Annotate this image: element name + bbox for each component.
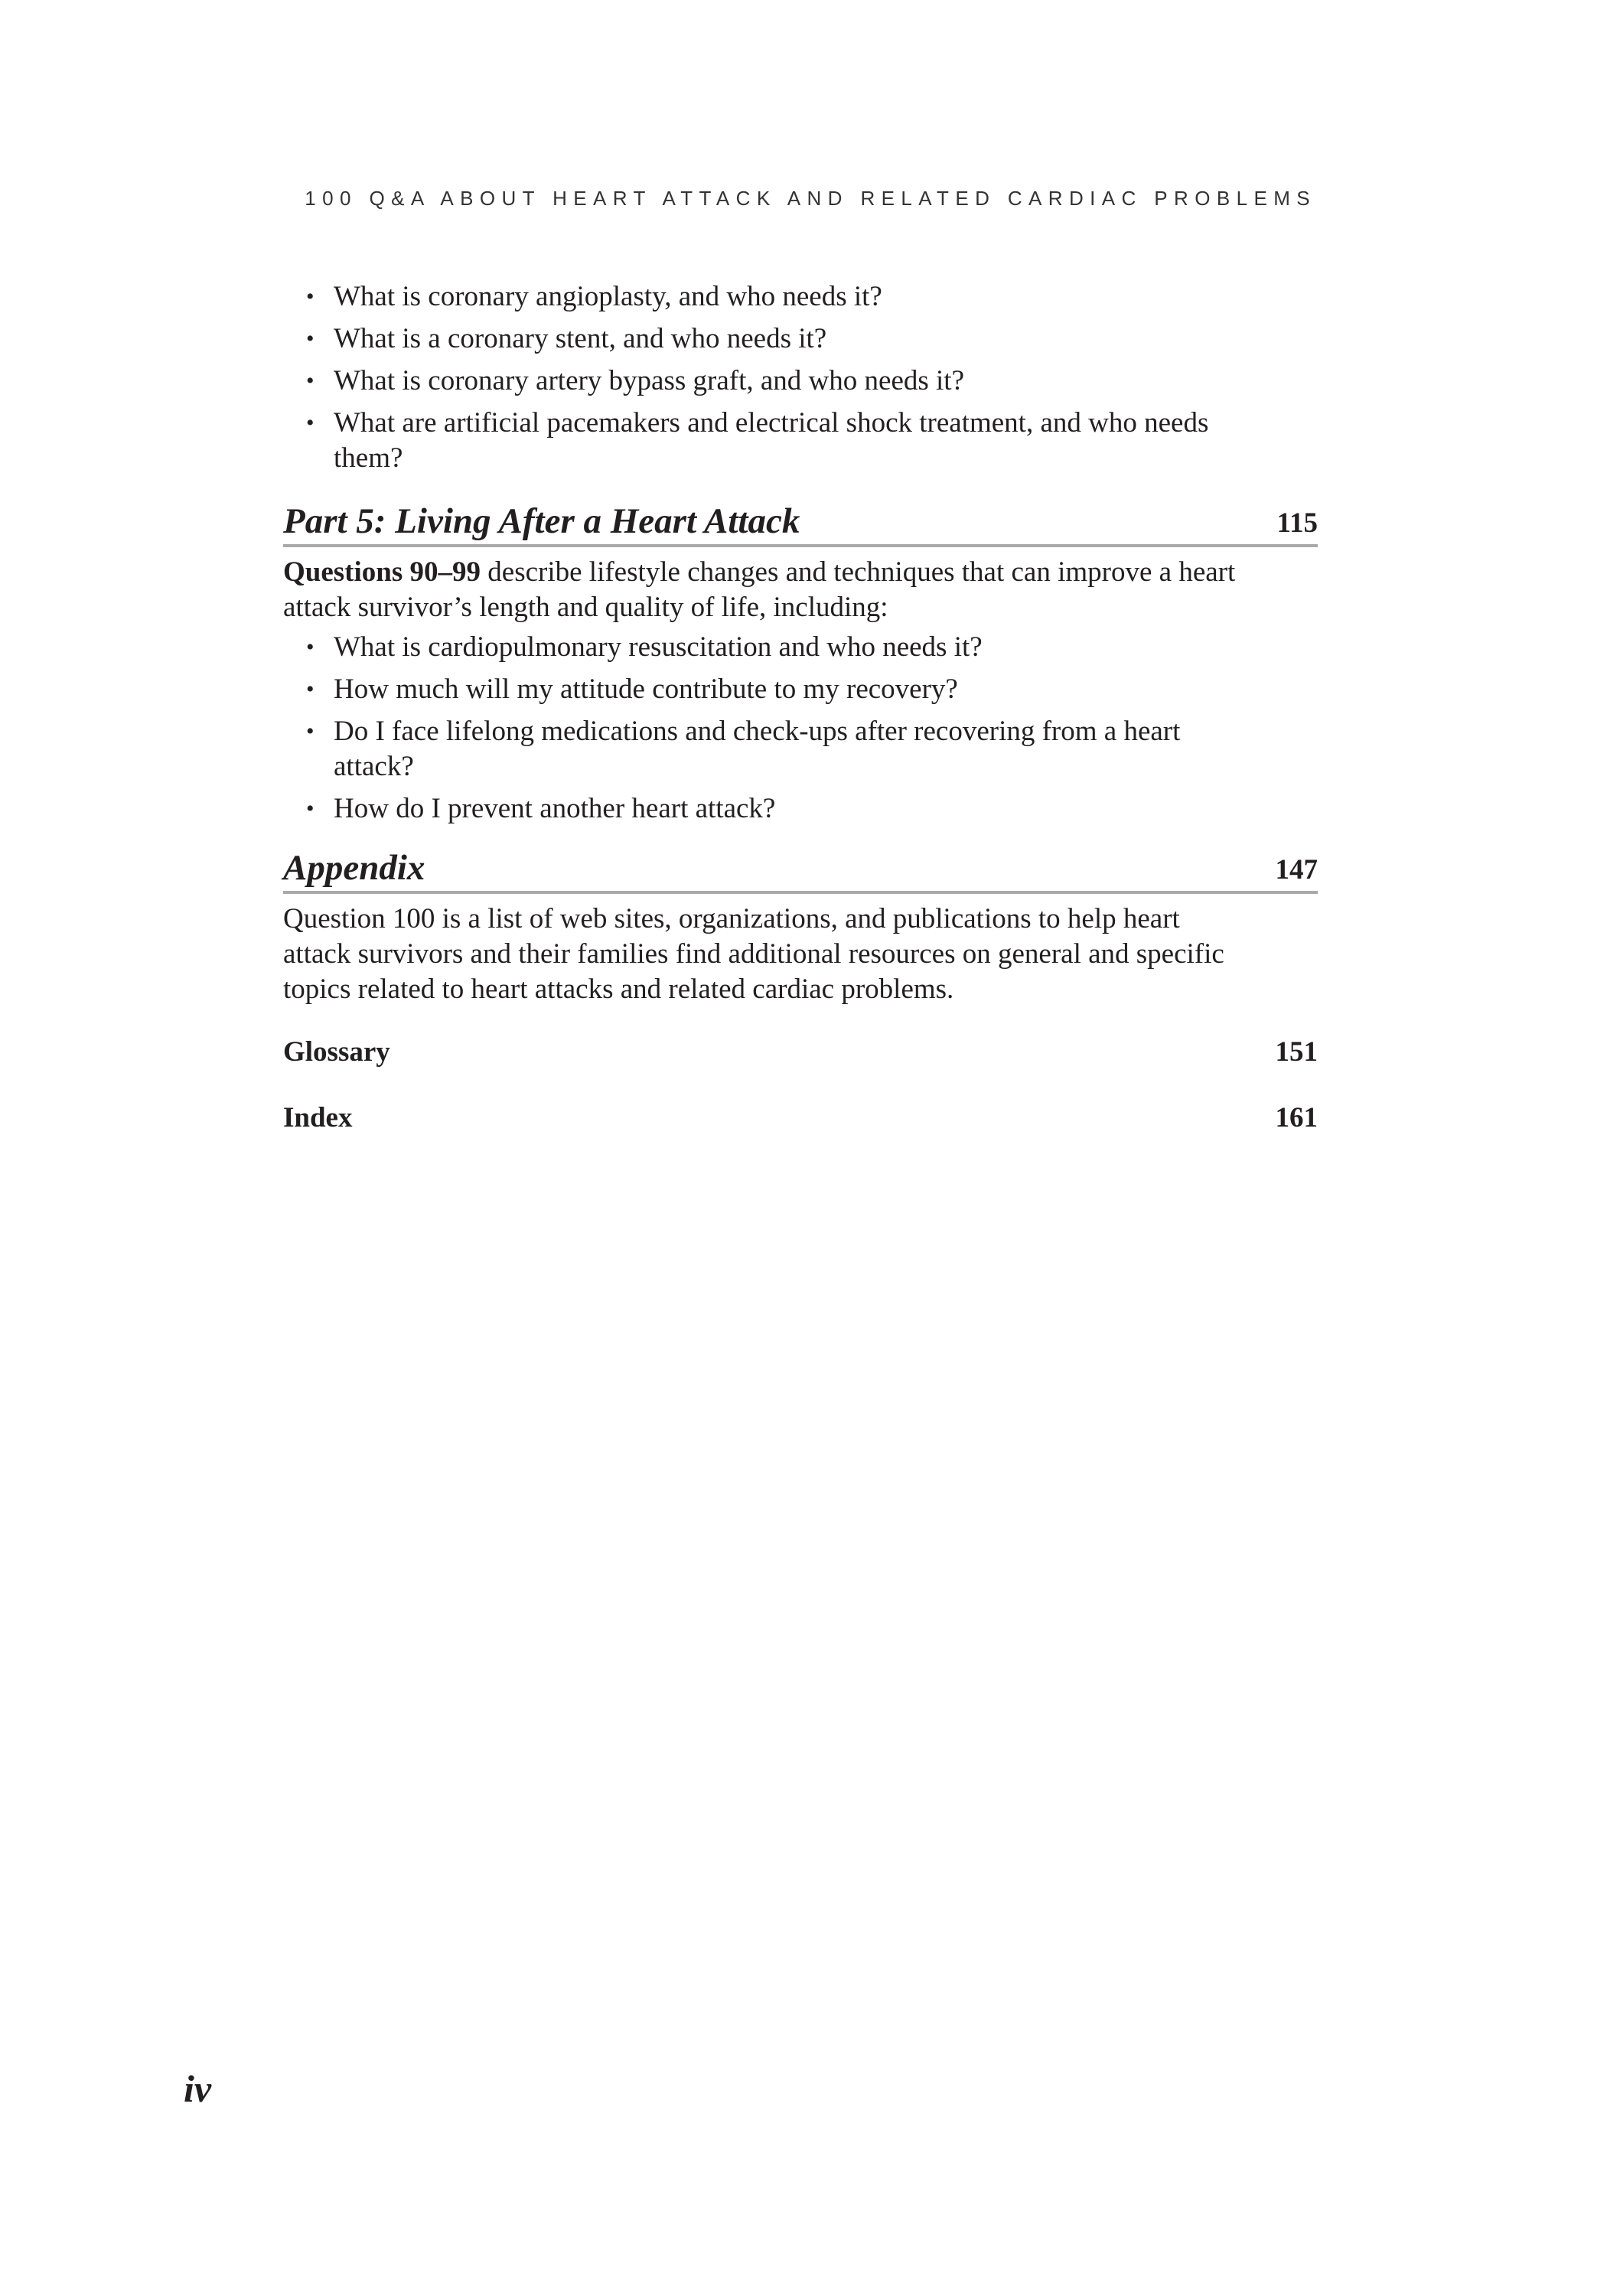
list-item-text: What is a coronary stent, and who needs it? <box>334 323 827 354</box>
bullet-icon: • <box>306 677 315 702</box>
bullet-icon: • <box>306 368 315 393</box>
appendix-title[interactable]: Appendix <box>283 848 425 888</box>
appendix-desc-line1: Question 100 is a list of web sites, organizations, and publications to help heart <box>283 903 1180 934</box>
glossary-entry[interactable] <box>283 1035 1318 1070</box>
list-item-text: What is coronary angioplasty, and who needs it? <box>334 281 882 312</box>
top-bullet-list <box>283 279 1318 476</box>
list-item <box>283 279 1318 315</box>
list-item <box>283 630 1318 665</box>
page-folio: iv <box>184 2067 212 2110</box>
part5-title[interactable]: Part 5: Living After a Heart Attack <box>283 501 800 541</box>
list-item-text-line2: attack? <box>334 751 414 782</box>
glossary-label[interactable]: Glossary <box>283 1036 390 1068</box>
appendix-page-number: 147 <box>1275 854 1318 885</box>
list-item-text: How much will my attitude contribute to my recovery? <box>334 673 958 705</box>
bullet-icon: • <box>306 719 315 744</box>
bullet-icon: • <box>306 796 315 821</box>
list-item <box>283 364 1318 399</box>
part5-heading[interactable] <box>283 500 1318 547</box>
part5-bullet-list <box>283 630 1318 827</box>
bullet-icon: • <box>306 326 315 351</box>
list-item-text-line1: Do I face lifelong medications and check-ups after recovering from a heart <box>334 716 1181 747</box>
appendix-desc-line2: attack survivors and their families find additional resources on general and specific <box>283 938 1224 970</box>
part5-desc-line1: describe lifestyle changes and techniques that can improve a heart <box>481 556 1236 588</box>
list-item <box>283 791 1318 827</box>
bullet-icon: • <box>306 634 315 660</box>
list-item-text: What is cardiopulmonary resuscitation and who needs it? <box>334 631 983 663</box>
toc-content <box>283 279 1318 1136</box>
list-item-text-line1: What are artificial pacemakers and electrical shock treatment, and who needs <box>334 407 1209 439</box>
bullet-icon: • <box>306 284 315 309</box>
appendix-desc-line3: topics related to heart attacks and related cardiac problems. <box>283 974 954 1005</box>
list-item-text: What is coronary artery bypass graft, and who needs it? <box>334 365 964 396</box>
list-item <box>283 714 1318 784</box>
glossary-page-number: 151 <box>1275 1036 1318 1068</box>
list-item <box>283 672 1318 707</box>
bullet-icon: • <box>306 410 315 435</box>
list-item-text-line2: them? <box>334 442 403 474</box>
index-entry[interactable] <box>283 1101 1318 1136</box>
appendix-description <box>283 902 1318 1007</box>
list-item <box>283 406 1318 476</box>
running-header: 100 Q&A ABOUT HEART ATTACK AND RELATED CARDIAC PROBLEMS <box>305 187 1316 210</box>
list-item-text: How do I prevent another heart attack? <box>334 793 776 824</box>
part5-page-number: 115 <box>1276 507 1318 539</box>
part5-desc-bold: Questions 90–99 <box>283 556 481 588</box>
part5-description <box>283 555 1318 625</box>
part5-desc-line2: attack survivor’s length and quality of life, including: <box>283 592 888 623</box>
index-label[interactable]: Index <box>283 1102 353 1133</box>
index-page-number: 161 <box>1275 1102 1318 1133</box>
appendix-heading[interactable] <box>283 846 1318 894</box>
list-item <box>283 321 1318 357</box>
